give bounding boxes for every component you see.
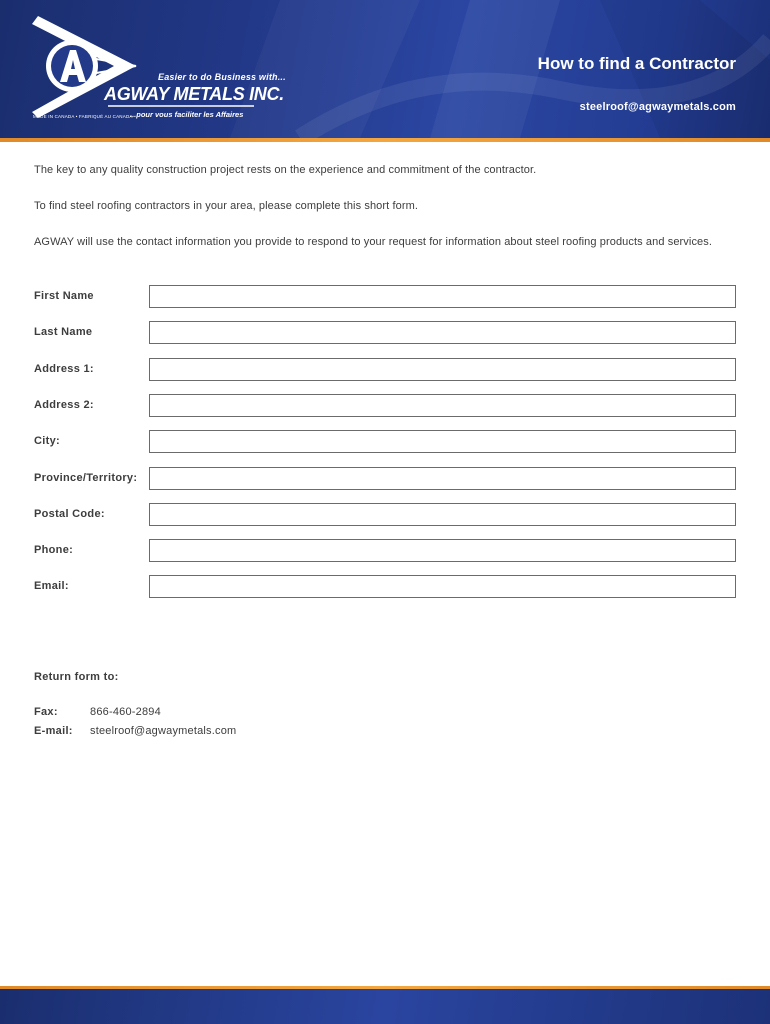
email-field[interactable] (149, 575, 736, 598)
footer-accent-rule (0, 986, 770, 989)
email-label: Email: (34, 580, 69, 592)
address2-label: Address 2: (34, 399, 94, 411)
province-label: Province/Territory: (34, 472, 138, 484)
logo-tagline-en: Easier to do Business with... (158, 72, 286, 82)
page-title: How to find a Contractor (537, 54, 736, 73)
last-name-label: Last Name (34, 326, 93, 338)
intro-line: The key to any quality construction project rests on the experience and commitment of the contractor. (34, 164, 537, 176)
first-name-field[interactable] (149, 285, 736, 308)
address2-field[interactable] (149, 394, 736, 417)
city-field[interactable] (149, 430, 736, 453)
first-name-label: First Name (34, 290, 94, 302)
page-header (0, 0, 770, 138)
phone-field[interactable] (149, 539, 736, 562)
phone-label: Phone: (34, 544, 74, 556)
logo-brand-name: AGWAY METALS INC. (104, 84, 284, 104)
header-email-link[interactable]: steelroof@agwaymetals.com (579, 101, 736, 113)
return-email-link[interactable]: steelroof@agwaymetals.com (90, 725, 237, 737)
fax-label: Fax: (34, 706, 58, 718)
intro-line: To find steel roofing contractors in your area, please complete this short form. (34, 200, 419, 212)
intro-line: AGWAY will use the contact information you provide to respond to your request for information about steel roofing products and services. (34, 236, 713, 248)
header-accent-rule (0, 138, 770, 142)
address1-field[interactable] (149, 358, 736, 381)
last-name-field[interactable] (149, 321, 736, 344)
city-label: City: (34, 435, 60, 447)
return-form-title: Return form to: (34, 671, 119, 683)
return-email-label: E-mail: (34, 725, 73, 737)
fax-value: 866-460-2894 (90, 706, 161, 718)
address1-label: Address 1: (34, 363, 94, 375)
province-field[interactable] (149, 467, 736, 490)
logo-tagline-fr: ...pour vous faciliter les Affaires (130, 110, 244, 119)
logo-made-in-canada: MADE IN CANADA • FABRIQUÉ AU CANADA (33, 114, 133, 119)
postal-code-label: Postal Code: (34, 508, 105, 520)
page-footer (0, 986, 770, 1024)
postal-code-field[interactable] (149, 503, 736, 526)
